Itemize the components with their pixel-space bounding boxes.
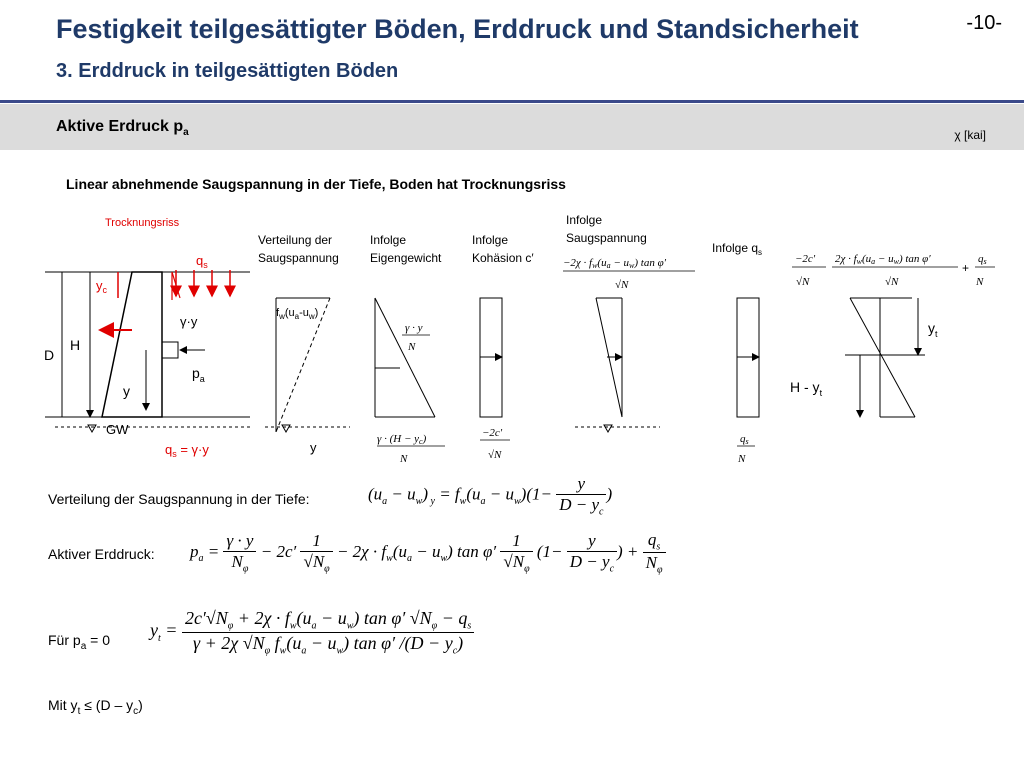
eq3-label bbox=[48, 632, 110, 652]
col6-plus: + bbox=[962, 261, 970, 275]
col6-term2-den: √N bbox=[885, 276, 899, 288]
pa-main: p bbox=[192, 365, 200, 381]
col4-w: w bbox=[592, 261, 598, 270]
cohesion-diagram bbox=[472, 233, 534, 461]
col1-y-label: y bbox=[310, 440, 317, 455]
col3-title-1: Infolge bbox=[472, 233, 509, 247]
yt-sub: t bbox=[935, 329, 938, 339]
qs-label-main: q bbox=[196, 253, 204, 268]
yc-sub: c bbox=[102, 285, 107, 295]
col4-a: a bbox=[606, 261, 611, 270]
col1-ua: a bbox=[294, 312, 300, 321]
col3-title-2: Kohäsion c′ bbox=[472, 251, 534, 265]
eq3-label-main: Für p bbox=[48, 632, 81, 648]
col5-title bbox=[712, 241, 762, 257]
gamma-y-label: γ·y bbox=[180, 314, 198, 329]
suction-diagram bbox=[563, 213, 695, 432]
chi-note: χ [kai] bbox=[954, 128, 986, 142]
section-title-text: Aktive Erdruck p bbox=[56, 118, 184, 135]
col2-top-den: N bbox=[408, 341, 416, 353]
qs-eq-main: q bbox=[165, 442, 173, 457]
col3-bottom-den: √N bbox=[488, 449, 502, 461]
qs-equation-label bbox=[165, 442, 209, 459]
col1-value-rest: (u bbox=[284, 307, 295, 319]
case-title: Linear abnehmende Saugspannung in der Tiefe, Boden hat Trocknungsriss bbox=[66, 176, 566, 192]
qs-label-sub: s bbox=[203, 260, 208, 270]
col1-title-1: Verteilung der bbox=[258, 233, 333, 247]
yc-label bbox=[96, 278, 108, 295]
eq3-formula: $y_t$ = $\frac{2c'√N_\varphi + 2\chi \cdot f_w(u_a - u_w) \tan \varphi' √N_\varphi - q_s}{\gamma + 2\chi √N_\varphi f_w(u_a - u_w) \tan \varphi' /(D - y_c)}$ bbox=[150, 608, 474, 656]
col5-title-sub: s bbox=[758, 248, 763, 257]
D-label: D bbox=[44, 347, 55, 363]
col4-den-n: N bbox=[621, 279, 629, 291]
col1-close: ) bbox=[314, 307, 319, 319]
col6-t2-uw: w bbox=[893, 257, 899, 266]
col1-value-f: f bbox=[276, 307, 280, 319]
page-number: -10- bbox=[966, 12, 1002, 34]
H-yt-label bbox=[790, 379, 823, 398]
Hyt-main: H - y bbox=[790, 379, 820, 395]
col6-t2-rest: (u bbox=[862, 253, 872, 265]
col4-den: √N bbox=[615, 279, 629, 291]
col6-term1: −2c′ bbox=[795, 253, 816, 265]
col4-formula-rest: (u bbox=[597, 257, 607, 269]
y-label-wall: y bbox=[123, 383, 130, 399]
yt-main: y bbox=[928, 320, 935, 336]
qs-eq-sub: s bbox=[172, 449, 177, 459]
col5-title-main: Infolge q bbox=[712, 241, 759, 255]
col6-t2-tan: ) tan φ′ bbox=[898, 253, 931, 265]
eq2-label: Aktiver Erddruck: bbox=[48, 546, 155, 562]
header-divider bbox=[0, 100, 1024, 103]
col2-bottom-close: ) bbox=[422, 433, 427, 445]
eq4-label-sub: t bbox=[77, 705, 81, 717]
col1-value-w: w bbox=[279, 312, 285, 321]
col6-term3-den: N bbox=[976, 276, 984, 288]
col4-minus: − u bbox=[610, 257, 630, 269]
col6-t1-n: N bbox=[802, 276, 810, 288]
pa-sub: a bbox=[199, 374, 205, 384]
eq4-label-main: Mit y bbox=[48, 697, 78, 713]
surcharge-arrows bbox=[176, 270, 230, 296]
col5-q-sub: s bbox=[745, 437, 749, 446]
crack-label: Trocknungsriss bbox=[105, 217, 180, 229]
col6-t2-a: a bbox=[871, 257, 876, 266]
col3-den-n: N bbox=[494, 449, 502, 461]
col3-bottom: −2c′ bbox=[482, 427, 503, 439]
col1-minus: -u bbox=[299, 307, 309, 319]
col4-uw: w bbox=[629, 261, 635, 270]
section-title-sub: a bbox=[183, 127, 189, 139]
col4-title-1: Infolge bbox=[566, 213, 603, 227]
col6-term1-den: √N bbox=[796, 276, 810, 288]
total-pressure-diagram bbox=[790, 253, 995, 417]
eq4-label-sub2: c bbox=[133, 705, 139, 717]
eq3-label-sub: a bbox=[80, 640, 87, 652]
pa-label bbox=[192, 365, 205, 384]
earth-pressure-diagram bbox=[0, 195, 1024, 470]
surcharge-diagram bbox=[712, 241, 762, 465]
col6-t2-minus: − u bbox=[875, 253, 894, 265]
section-title bbox=[56, 118, 189, 138]
col2-title-1: Infolge bbox=[370, 233, 407, 247]
yc-main: y bbox=[96, 278, 103, 293]
col4-formula bbox=[563, 257, 667, 270]
page-subtitle: 3. Erddruck in teilgesättigten Böden bbox=[56, 60, 399, 82]
col4-title-2: Saugspannung bbox=[566, 231, 647, 245]
col4-tan: ) tan φ′ bbox=[634, 257, 667, 269]
page-title: Festigkeit teilgesättigter Böden, Erddruck und Standsicherheit bbox=[56, 14, 859, 44]
suction-distribution bbox=[258, 233, 350, 455]
qs-label bbox=[196, 253, 208, 270]
col6-t2-w: w bbox=[856, 257, 862, 266]
qs-eq-rest: = γ·y bbox=[176, 442, 209, 457]
col2-top-formula: γ · y bbox=[405, 322, 423, 334]
gw-label: GW bbox=[106, 422, 129, 437]
col4-formula-main: −2χ · f bbox=[563, 257, 593, 269]
col6-term2 bbox=[835, 253, 931, 266]
col6-t3-q: q bbox=[978, 253, 984, 265]
self-weight-diagram bbox=[370, 233, 445, 465]
H-label: H bbox=[70, 337, 81, 353]
Hyt-sub: t bbox=[819, 388, 823, 398]
eq3-label-rest: = 0 bbox=[86, 632, 110, 648]
eq1-formula: $(u_a - u_w) _y = f_w(u_a - u_w)(1-$ $\frac{y}{D - y_c}$ ) bbox=[368, 474, 613, 518]
col6-t3-s: s bbox=[983, 257, 987, 266]
col6-t2-n: N bbox=[891, 276, 899, 288]
col6-term3 bbox=[978, 253, 987, 266]
eq4-label-rest: ≤ (D – y bbox=[80, 697, 134, 713]
eq1-label: Verteilung der Saugspannung in der Tiefe: bbox=[48, 491, 310, 507]
col2-bottom-main: γ · (H − y bbox=[377, 433, 419, 445]
col2-title-2: Eigengewicht bbox=[370, 251, 442, 265]
col5-q: q bbox=[740, 433, 746, 445]
col5-bottom-den: N bbox=[738, 453, 746, 465]
col2-bottom-c: c bbox=[419, 437, 423, 446]
eq4-label bbox=[48, 697, 143, 717]
col1-uw: w bbox=[308, 312, 315, 321]
col2-bottom-formula bbox=[377, 433, 427, 446]
yt-label bbox=[928, 320, 938, 339]
col5-bottom bbox=[740, 433, 749, 446]
eq4-label-end: ) bbox=[138, 697, 143, 713]
col1-value bbox=[276, 307, 318, 321]
col6-t2-main: 2χ · f bbox=[835, 253, 857, 265]
col1-title-2: Saugspannung bbox=[258, 251, 339, 265]
col2-bottom-den: N bbox=[400, 453, 408, 465]
eq2-formula: $p_a$ = $\frac{\gamma \cdot y}{N_\varphi}$ − 2c′ $\frac{1}{√N_\varphi}$ − $2\chi \cdot f_w(u_a - u_w)$ tan φ′ $\frac{1}{√N_\varphi}$ (1− $\frac{y}{D - y_c}$ ) + $\frac{q_s}{N_\varphi}$ bbox=[190, 530, 666, 576]
